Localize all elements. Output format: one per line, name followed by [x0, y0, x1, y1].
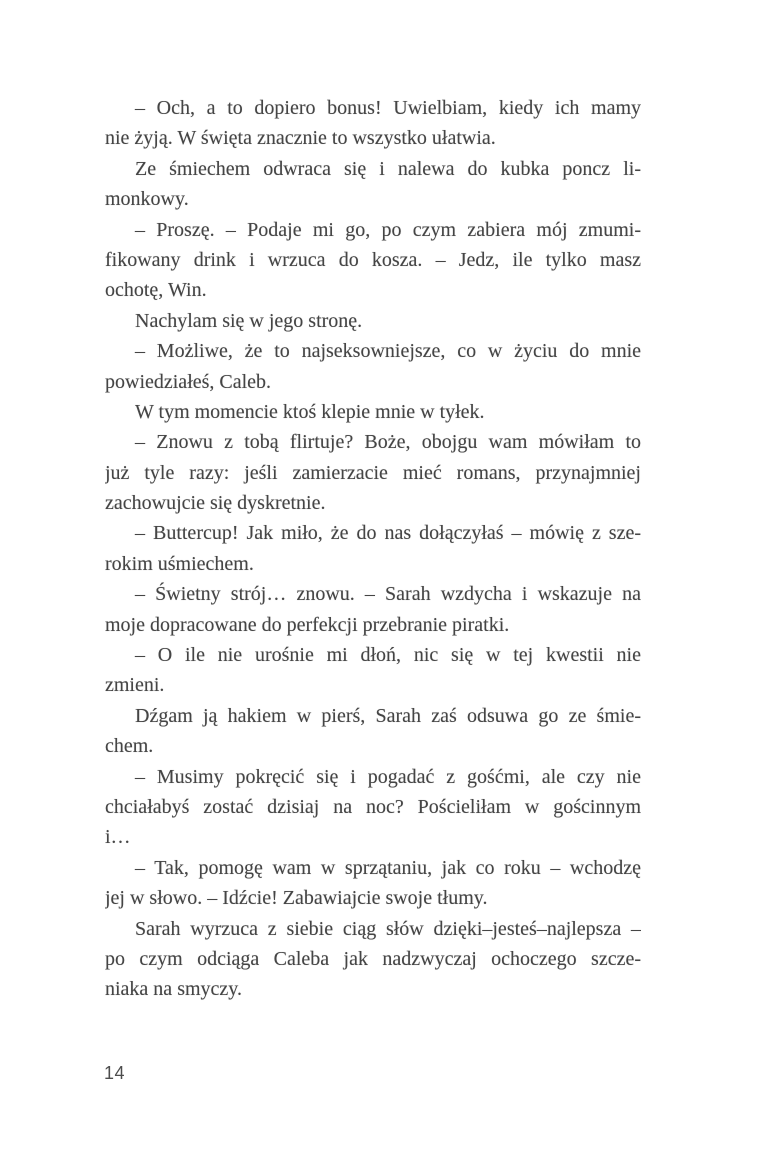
paragraph: [105, 397, 641, 427]
paragraph: [105, 914, 641, 1005]
paragraph: [105, 215, 641, 306]
paragraph: [105, 93, 641, 154]
text-line: – Musimy pokręcić się i pogadać z gośćmi, ale czy nie: [135, 765, 641, 788]
text-line: monkowy.: [105, 188, 189, 211]
paragraph: [105, 154, 641, 215]
text-line: – O ile nie urośnie mi dłoń, nic się w tej kwestii nie: [135, 644, 641, 667]
paragraph: [105, 579, 641, 640]
text-line: Sarah wyrzuca z siebie ciąg słów dzięki–jesteś–najlepsza –: [135, 917, 641, 940]
paragraph: [105, 762, 641, 853]
text-line: jej w słowo. – Idźcie! Zabawiajcie swoje tłumy.: [105, 887, 488, 910]
paragraph: [105, 640, 641, 701]
text-line: Ze śmiechem odwraca się i nalewa do kubka poncz li-: [135, 157, 641, 180]
paragraph: [105, 701, 641, 762]
text-line: niaka na smyczy.: [105, 978, 242, 1001]
text-line: już tyle razy: jeśli zamierzacie mieć romans, przynajmniej: [105, 461, 641, 484]
text-line: zachowujcie się dyskretnie.: [105, 492, 326, 515]
text-line: – Możliwe, że to najseksowniejsze, co w życiu do mnie: [135, 340, 641, 363]
text-line: – Tak, pomogę wam w sprzątaniu, jak co roku – wchodzę: [135, 856, 641, 879]
paragraph: [105, 336, 641, 397]
text-line: po czym odciąga Caleba jak nadzwyczaj ochoczego szcze-: [105, 947, 641, 970]
text-line: Nachylam się w jego stronę.: [135, 309, 363, 332]
text-line: rokim uśmiechem.: [105, 552, 254, 575]
text-line: i…: [105, 826, 131, 849]
paragraph: [105, 518, 641, 579]
text-line: chciałabyś zostać dzisiaj na noc? Pościeliłam w gościnnym: [105, 795, 641, 818]
page-number: 14: [104, 1063, 126, 1083]
text-line: zmieni.: [105, 674, 165, 697]
text-line: moje dopracowane do perfekcji przebranie piratki.: [105, 613, 510, 636]
text-line: nie żyją. W święta znacznie to wszystko ułatwia.: [105, 127, 496, 150]
text-line: – Och, a to dopiero bonus! Uwielbiam, kiedy ich mamy: [135, 97, 641, 119]
text-line: – Buttercup! Jak miło, że do nas dołączyłaś – mówię z sze-: [135, 522, 641, 545]
text-line: fikowany drink i wrzuca do kosza. – Jedz, ile tylko masz: [105, 248, 641, 271]
text-line: – Znowu z tobą flirtuje? Boże, obojgu wam mówiłam to: [135, 431, 641, 454]
text-line: powiedziałeś, Caleb.: [105, 370, 272, 393]
paragraph: [105, 306, 641, 336]
text-line: chem.: [105, 735, 154, 758]
paragraph: [105, 853, 641, 914]
text-line: Dźgam ją hakiem w pierś, Sarah zaś odsuwa go ze śmie-: [135, 704, 641, 727]
paragraph: [105, 427, 641, 518]
text-line: – Świetny strój… znowu. – Sarah wzdycha i wskazuje na: [135, 583, 641, 606]
body-text: [105, 93, 641, 1005]
text-line: – Proszę. – Podaje mi go, po czym zabiera mój zmumi-: [135, 218, 641, 241]
text-line: ochotę, Win.: [105, 279, 207, 302]
text-line: W tym momencie ktoś klepie mnie w tyłek.: [135, 400, 485, 423]
